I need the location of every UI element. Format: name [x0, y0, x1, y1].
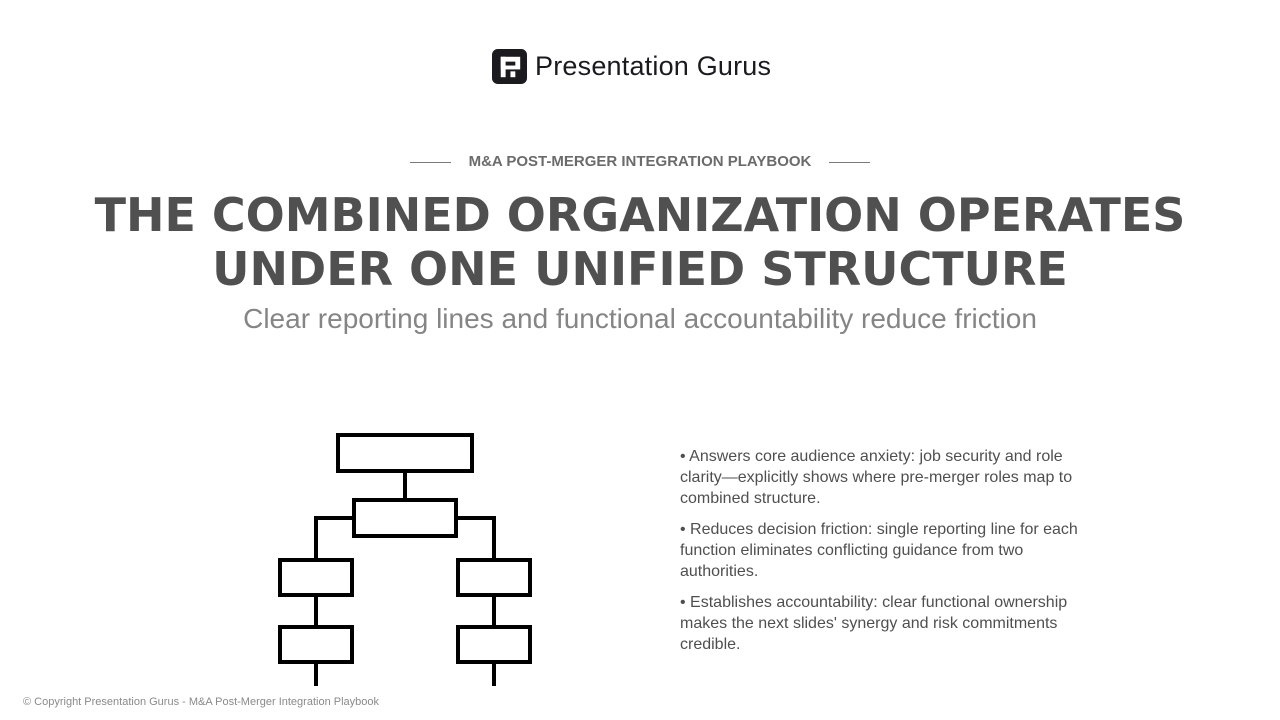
eyebrow-divider-right	[829, 162, 870, 163]
slide-title	[0, 188, 1280, 296]
key-point-1: • Answers core audience anxiety: job security and role clarity—explicitly shows where pre-merger roles map to combined structure.	[680, 448, 1073, 507]
key-points-list	[680, 446, 1080, 665]
key-point-3: • Establishes accountability: clear functional ownership makes the next slides' synergy and risk commitments credible.	[680, 594, 1068, 653]
eyebrow-label: M&A POST-MERGER INTEGRATION PLAYBOOK	[468, 153, 812, 170]
brand-logo	[492, 47, 771, 85]
key-point-2: • Reduces decision friction: single reporting line for each function eliminates conflicting guidance from two authorities.	[680, 521, 1078, 580]
eyebrow	[0, 152, 1280, 172]
org-chart-icon	[278, 432, 534, 688]
slide-subtitle: Clear reporting lines and functional accountability reduce friction	[243, 303, 1037, 334]
slide-title-line-1: THE COMBINED ORGANIZATION OPERATES	[94, 188, 1186, 242]
eyebrow-divider-left	[410, 162, 451, 163]
slide-title-line-2: UNDER ONE UNIFIED STRUCTURE	[212, 242, 1068, 296]
copyright-footer: © Copyright Presentation Gurus - M&A Post-Merger Integration Playbook	[23, 696, 379, 708]
brand-name: Presentation Gurus	[535, 51, 772, 81]
presentation-gurus-logo-mark-icon	[492, 49, 527, 84]
